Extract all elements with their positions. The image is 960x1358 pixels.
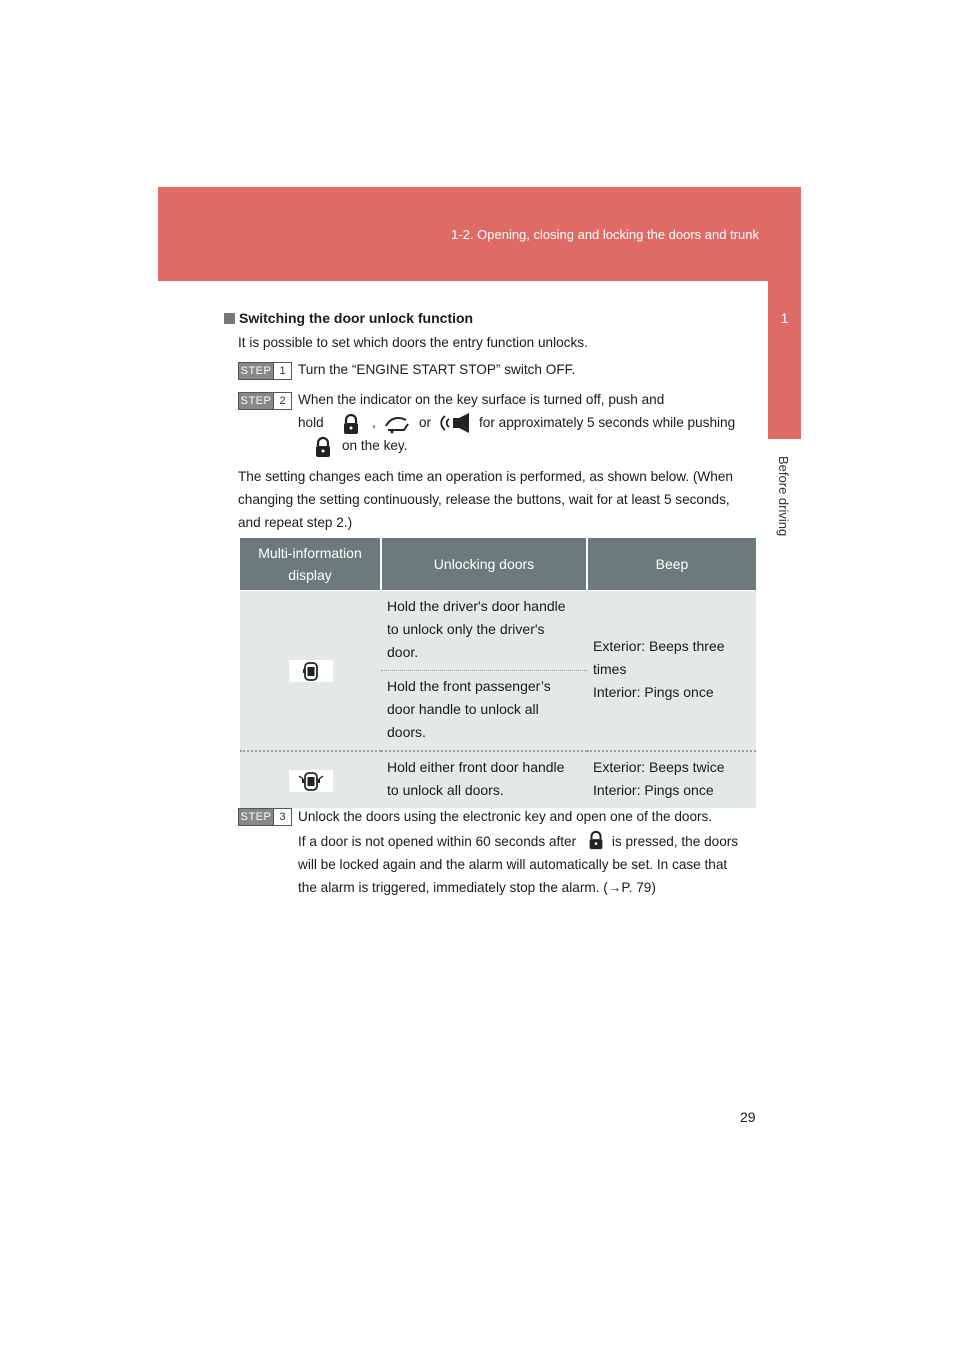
intro-text: It is possible to set which doors the entry function unlocks. bbox=[238, 335, 588, 350]
chapter-label: Before driving bbox=[776, 456, 791, 537]
display-cell bbox=[240, 591, 381, 752]
chapter-number: 1 bbox=[780, 310, 789, 326]
chapter-tab bbox=[768, 281, 801, 439]
col-header-beep: Beep bbox=[587, 538, 756, 591]
lock-icon bbox=[586, 829, 606, 851]
step-3-text: Unlock the doors using the electronic key and open one of the doors. bbox=[298, 809, 713, 824]
car-display-icon bbox=[289, 660, 333, 682]
chapter-header bbox=[158, 187, 801, 281]
doors-cell: Hold the driver's door handle to unlock only the driver's door. bbox=[381, 591, 587, 671]
lock-icon bbox=[312, 436, 334, 458]
page-number: 29 bbox=[740, 1109, 756, 1125]
step-2-line3: on the key. bbox=[342, 438, 408, 453]
table-row bbox=[240, 591, 756, 671]
lock-icon bbox=[340, 413, 362, 435]
beep-cell: Exterior: Beeps three times Interior: Pings once bbox=[587, 591, 756, 752]
col-header-display: Multi-information display bbox=[240, 538, 381, 591]
doors-cell: Hold the front passenger’s door handle to unlock all doors. bbox=[381, 671, 587, 752]
step-3-badge: STEP 3 bbox=[238, 808, 292, 826]
header-title: 1-2. Opening, closing and locking the doors and trunk bbox=[451, 227, 759, 242]
step-2-line2: hold , or for approximately 5 seconds while pushing bbox=[298, 411, 753, 434]
beep-cell: Exterior: Beeps twice Interior: Pings once bbox=[587, 751, 756, 808]
table-row bbox=[240, 751, 756, 808]
panic-icon bbox=[439, 412, 475, 434]
doors-cell: Hold either front door handle to unlock all doors. bbox=[381, 751, 587, 808]
unlock-settings-table bbox=[240, 538, 756, 808]
step-2-line1: When the indicator on the key surface is turned off, push and bbox=[298, 392, 665, 407]
col-header-doors: Unlocking doors bbox=[381, 538, 587, 591]
step-1-badge: STEP 1 bbox=[238, 362, 292, 380]
section-title: Switching the door unlock function bbox=[239, 310, 474, 326]
explanation: The setting changes each time an operation is performed, as shown below. (When changing the setting continuously, release the buttons, wait for at least 5 seconds, and repeat step 2.) bbox=[238, 469, 733, 530]
section-heading bbox=[224, 310, 473, 326]
car-display-icon bbox=[289, 770, 333, 792]
step-1-text: Turn the “ENGINE START STOP” switch OFF. bbox=[298, 362, 576, 377]
trunk-icon bbox=[384, 412, 410, 434]
table-header-row bbox=[240, 538, 756, 591]
bullet-square-icon bbox=[224, 313, 235, 324]
step-2-badge: STEP 2 bbox=[238, 392, 292, 410]
step-3-note: If a door is not opened within 60 seconds after is pressed, the doors will be locked again and the alarm will automatically be set. In case that the alarm is triggered, immediately stop the alarm. (→P. 79) bbox=[298, 829, 753, 899]
display-cell bbox=[240, 751, 381, 808]
